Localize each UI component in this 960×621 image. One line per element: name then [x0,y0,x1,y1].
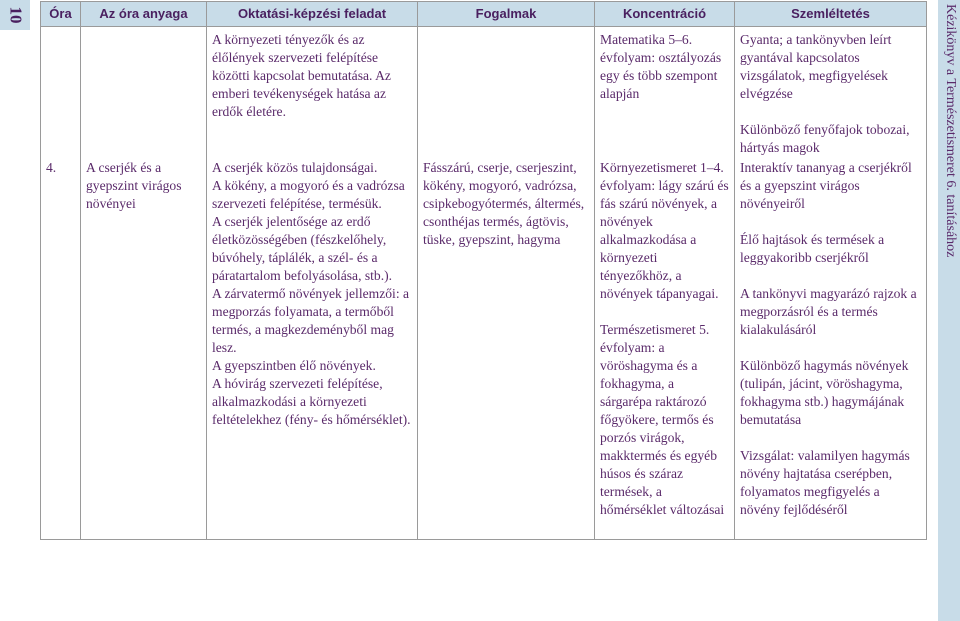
header-feladat: Oktatási-képzési feladat [207,2,418,27]
page-number: 10 [0,0,30,30]
koncentracio-item: Környezetismeret 1–4. évfolyam: lágy szárú és fás szárú növények, a növények alkalmazkodása a környezeti tényezőkhöz, a növények tápanyagai. [600,160,729,301]
szemleltetes-item: Különböző fenyőfajok tobozai, hártyás magok [740,122,910,155]
cell-szemleltetes [735,27,927,158]
header-anyag: Az óra anyaga [81,2,207,27]
szemleltetes-item: Élő hajtások és termések a leggyakoribb cserjékről [740,232,885,265]
fogalmak-text: Fásszárú, cserje, cserjeszint, kökény, mogyoró, vadrózsa, csipkebogyótermés, áltermés, csonthéjas termés, ágtövis, tüske, gyepszint, hagyma [423,160,585,247]
header-ora: Óra [41,2,81,27]
side-bar [938,0,960,621]
koncentracio-item: Természetismeret 5. évfolyam: a vöröshagyma és a fokhagyma, a sárgarépa raktározó főgyökere, termős és porzós virágok, makktermés és egyéb húsos és száraz termések, a hőmérséklet változásai [600,322,725,517]
cell-fogalmak [418,27,595,158]
cell-ora: 4. [41,157,81,540]
cell-fogalmak [418,157,595,540]
cell-anyag [81,27,207,158]
szemleltetes-item: A tankönyvi magyarázó rajzok a megporzásról és a termés kialakulásáról [740,286,917,337]
cell-szemleltetes [735,157,927,540]
cell-koncentracio [595,157,735,540]
header-row [41,2,927,27]
header-szemleltetes: Szemléltetés [735,2,927,27]
feladat-text: A környezeti tényezők és az élőlények szervezeti felépítése közötti kapcsolat bemutatása. Az emberi tevékenységek hatása az erdők életére. [212,32,391,119]
feladat-item: A hóvirág szervezeti felépítése, alkalmazkodási a környezeti feltételekhez (fény- és hőmérséklet). [212,376,411,427]
feladat-item: A cserjék jelentősége az erdő életközösségében (fészkelőhely, búvóhely, táplálék, a szél- és a páratartalom befolyásolása, stb.). [212,214,393,283]
koncentracio-text: Matematika 5–6. évfolyam: osztályozás egy és több szempont alapján [600,32,722,101]
szemleltetes-item: Interaktív tananyag a cserjékről és a gyepszint virágos növényeiről [740,160,912,211]
side-title: Kézikönyv a Természetismeret 6. tanításához [943,4,958,258]
szemleltetes-item: Különböző hagymás növények (tulipán, jácint, vöröshagyma, fokhagyma stb.) hagymájának bemutatása [740,358,909,427]
cell-feladat [207,157,418,540]
table-row [41,157,927,540]
szemleltetes-item: Gyanta; a tankönyvben leírt gyantával kapcsolatos vizsgálatok, megfigyelések elvégzése [740,32,892,101]
table-row [41,27,927,158]
szemleltetes-item: Vizsgálat: valamilyen hagymás növény hajtatása cserépben, folyamatos megfigyelés a növény fejlődéséről [740,448,910,517]
header-fogalmak: Fogalmak [418,2,595,27]
cell-anyag [81,157,207,540]
feladat-item: A gyepszintben élő növények. [212,358,376,373]
feladat-item: A kökény, a mogyoró és a vadrózsa szervezeti felépítése, termésük. [212,178,405,211]
cell-ora [41,27,81,158]
cell-koncentracio [595,27,735,158]
feladat-item: A zárvatermő növények jellemzői: a megporzás folyamata, a termőből termés, a magkezdeményből mag lesz. [212,286,410,355]
cell-feladat [207,27,418,158]
anyag-text: A cserjék és a gyepszint virágos növényei [86,160,182,211]
header-koncentracio: Koncentráció [595,2,735,27]
lesson-plan-table [40,1,927,540]
feladat-item: A cserjék közös tulajdonságai. [212,160,378,175]
